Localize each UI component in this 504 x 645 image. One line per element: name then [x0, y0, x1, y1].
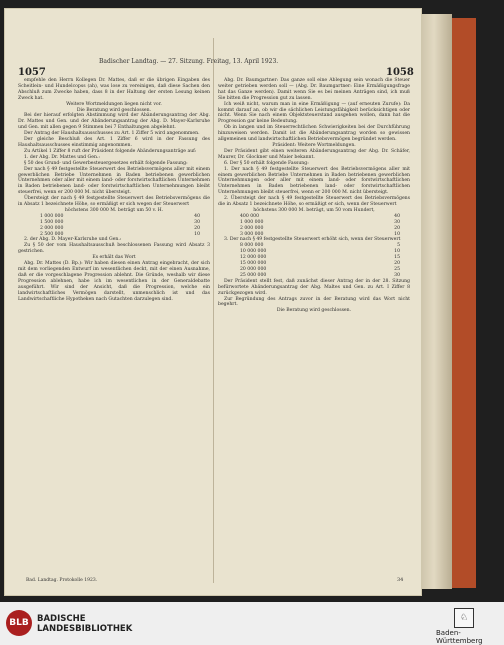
amount: 20 000 000 [240, 267, 267, 272]
right-column [218, 78, 410, 314]
paragraph: höchstens 300 000 M. beträgt um 50 v. H. [64, 207, 164, 213]
paragraph: Bei der hierauf erfolgten Abstimmung wird der Abänderungsantrag der Abg. Dr. Mattes und Gen. und der Abänderungsantrag der Abg. D. Mayer-Karlsruhe und Gen. mit allen gegen 9 Stimmen bei 7 Enthaltungen abgelehnt. [18, 113, 210, 131]
amount: 8 000 000 [240, 243, 264, 249]
paragraph: Die Beratung wird geschlossen. [76, 107, 152, 113]
amount: 15 000 000 [240, 261, 267, 267]
amount: 2 500 000 [40, 231, 64, 237]
paragraph: 6. Der § 50 erhält folgende Fassung: [224, 160, 309, 166]
library-name-line2: LANDESBIBLIOTHEK [37, 624, 133, 634]
left-column [18, 78, 210, 302]
paragraph: Zu Artikel 1 Ziffer 8 ruft der Präsident folgende Abänderungsanträge auf: [24, 148, 197, 154]
paragraph: Der Präsident stellt fest, daß zunächst dieser Antrag der in der 28. Sitzung befürwortete Abänderungsantrag der Abg. Maltes und Gen. zu Art. I Ziffer 8 zurückgezogen wird. [218, 278, 410, 296]
amount: 1 500 000 [40, 219, 64, 225]
paragraph: Abg. Dr. Baumgartner: Das ganze soll eine Ablegung sein wonach die Steuer weiter getrieben werden soll — (Abg. Dr. Baumgartner: Eine Ermäßigungsfrage hat das Ganze werden). Damit wenn Sie es bei meinen Anträgen sind, ich muß Sie bitten die Progression gut zu lassen. [218, 78, 410, 101]
amount: 25 000 000 [240, 272, 267, 278]
blb-logo-icon[interactable]: BLB [6, 610, 32, 636]
paragraph: § 50 des Grund- und Gewerbesteuergesetzes erhält folgende Fassung: [24, 160, 188, 166]
right-page-number: 1058 [386, 67, 414, 78]
rate: 30 [394, 272, 400, 278]
amount: 400 000 [240, 213, 259, 219]
paragraph: Ob in langen und im Steuerrechtlichen Schwierigkeiten bei der Durchführung hinzuweisen werden. Damit ist die Abänderungsantrag worden so gewissen allgemeinen und landwirtschaftlichen Betriebsvermögen begründet werden. [218, 125, 410, 143]
book-cover-edge [452, 18, 476, 588]
paragraph: Es erhält das Wort [92, 255, 136, 261]
paragraph: 2. der Abg. D. Mayer-Karlsruhe und Gen.: [24, 237, 122, 243]
rate: 30 [194, 219, 200, 225]
footer-left: Bad. Landtag. Protokolle 1923. [26, 578, 98, 583]
paragraph: Ich weiß nicht, warum man in eine Ermäßigung — (auf erneuten Zurufe): Da kommt darauf an, ob wir die sächlichen Leistungsfähigkeit berücksichtigen oder nicht. Wenn Sie nach einem Objektsteuerstand ausgehen wollen, dann hat die Progression gar keine Bedeutung. [218, 101, 410, 125]
paragraph: Abg. Dr. Mattes (D. Bp.): Wir haben diesen einen Antrag eingebracht, der sich mit dem vorliegenden Entwurf im wesentlichen deckt, mit der einen Ausnahme, daß er die vorgeschlagene Progression ablehnt. Die Gründe, weshalb wir diese Progression ablehnen, habe ich im wesentlichen in der Generaldebatte ausgeführt. Wir sind der Ansicht, daß die Progression, welche ein landwirtschaftliches Vermögen darstellt, unmenschlich ist und das Landwirtschaftliche Hypotheken nach Gutachten darzulegen sind. [18, 261, 210, 302]
document-page [4, 8, 422, 596]
left-page-number: 1057 [18, 67, 46, 78]
rate: 10 [394, 231, 400, 237]
paragraph: Übersteigt der nach § 49 festgestellte Steuerwert des Betriebsvermögens die in Absatz 1 bezeichnete Höhe, so ermäßigt er sich wegen der Steuerwert [18, 196, 210, 208]
amount: 2 000 000 [40, 225, 64, 231]
column-divider [213, 38, 214, 583]
paragraph: Weitere Wortmeldungen liegen nicht vor. [66, 101, 162, 107]
amount: 1 000 000 [40, 213, 64, 219]
paragraph: Die Beratung wird geschlossen. [276, 308, 352, 314]
library-name[interactable] [37, 614, 132, 634]
paragraph: empfehle den Herrn Kollegen Dr. Mattes, daß er die übrigen Eingaben des Scheitlein- und Hundelcopss (ah), was lose zu vereinigen, daß diese Sachen den Abschluß zum Zwecke haben, dass 8 in der Haltung der ersten Lesung keinen Zweck hat. [18, 78, 210, 101]
paragraph: 3. Der nach § 49 festgestellte Steuerwert erhöht sich, wenn der Steuerwert [224, 237, 401, 243]
paragraph: 1. Der nach § 49 festgestellte Steuerwert des Betriebsvermögens aller mit einem gewerblichen Betriebe Unternehmen in Baden betriebenen gewerblichen Unternehmungen oder aller mit einem land- oder forstwirtschaftlichen Unternehmen in Baden betriebenen land- oder forstwirtschaftlichen Unternehmungen bleibt steuerfrei, wenn er 200 000 M. nicht übersteigt. [218, 166, 410, 196]
coat-of-arms-icon: ♘ [454, 608, 474, 628]
rate: 20 [194, 225, 200, 231]
rate: 20 [394, 261, 400, 267]
amount: 10 000 000 [240, 249, 267, 255]
rate: 10 [194, 231, 200, 237]
book-page-edges [422, 14, 452, 589]
rate: 40 [394, 213, 400, 219]
paragraph: Der Präsident gibt einen weiteren Abänderungsantrag der Abg. Dr. Schäfer, Maurer, Dr. Glockner und Maier bekannt. [218, 148, 410, 160]
paragraph: 2. Übersteigt der nach § 49 festgestellte Steuerwert des Betriebsvermögens die in Absatz 1 bezeichnete Höhe, so ermäßigt er sich, wenn der Steuerwert [218, 196, 410, 208]
rate: 40 [194, 213, 200, 219]
paragraph: Der gleiche Beschluß des Art. 1 Ziffer 6 wird in der Fassung des Haushaltsausschusses einstimmig angenommen. [18, 137, 210, 148]
paragraph: 1. der Abg. Dr. Mattes und Gen.: [24, 154, 100, 160]
rate: 25 [394, 267, 400, 272]
rate: 15 [394, 255, 400, 261]
rate: 30 [394, 219, 400, 225]
amount: 2 000 000 [240, 225, 264, 231]
rate: 5 [397, 243, 400, 249]
state-name: Baden-Württemberg [436, 629, 483, 645]
paragraph: höchstens 300 000 M. beträgt, um 50 vom Hundert, [253, 207, 375, 213]
running-title: Badischer Landtag. — 27. Sitzung. Freitag, 13. April 1923. [99, 58, 279, 65]
paragraph: Der nach § 49 festgestellte Steuerwert des Betriebsvermögens aller mit einem gewerblichen Betriebe Unternehmen in Baden betriebenen gewerblichen Unternehmen oder aller mit einem land- oder forstwirtschaftlichen Unternehmen in Baden betriebenen land- oder forstwirtschaftlichen Unternehmungen bleibt steuerfrei, wenn er 200 000 M. nicht übersteigt. [18, 166, 210, 196]
amount: 3 000 000 [240, 231, 264, 237]
rate: 10 [394, 249, 400, 255]
amount: 1 000 000 [240, 219, 264, 225]
paragraph: Zu § 50 der vom Haushaltsausschuß beschlossenen Fassung wird Absatz 3 gestrichen. [18, 243, 210, 255]
amount: 12 000 000 [240, 255, 267, 261]
footer-page-sheet: 34 [397, 577, 404, 583]
paragraph: Der Antrag der Haushaltsausschusses zu Art. 1 Ziffer 5 wird angenommen. [24, 131, 200, 137]
library-name-line1: BADISCHE [37, 614, 86, 624]
rate: 20 [394, 225, 400, 231]
paragraph: Präsident: Weitere Wortmeldungen. [272, 142, 356, 148]
paragraph: Zur Begründung des Antrags zuvor in der Beratung wird das Wort nicht begehrt. [218, 296, 410, 308]
